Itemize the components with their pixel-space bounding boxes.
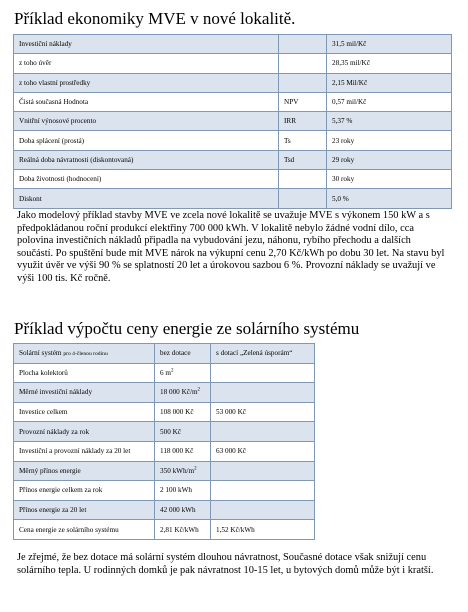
mve-description-paragraph: Jako modelový příklad stavby MVE ve zcela nové lokalitě se uvažuje MVE s výkonem 150 kW a s předpokládanou roční produkcí elektřiny 700 000 kWh. V lokalitě nebylo žádné vodní dílo, cca polovina investičních nákladů připadla na vybudování jezu, náhonu, rybího přechodu a dalších součástí. Po spuštění bude mít MVE nárok na výkupní cenu 2,70 Kč/kWh po dobu 30 let. Na stavu byl využit úvěr ve výši 90 % se splatností 20 let a úrokovou sazbou 6 %. Provozní náklady se uvažují ve výši 100 tis. Kč ročně. [17, 210, 445, 284]
cell-value: 108 000 Kč [160, 408, 194, 417]
table-cell-symbol [279, 54, 327, 73]
cell-value: 500 Kč [160, 427, 181, 436]
table-cell-col1 [155, 481, 211, 501]
table-row [14, 131, 452, 150]
table-cell-label: Doba životnosti (hodnocení) [14, 170, 279, 189]
table-cell-symbol: Ts [279, 131, 327, 150]
table-cell-label: Vnitřní výnosové procento [14, 112, 279, 131]
table-cell-col1 [155, 422, 211, 442]
table-cell-value: 5,37 % [327, 112, 452, 131]
table-header-cell [14, 344, 155, 364]
solar-cost-table [13, 343, 315, 540]
table-cell-col1 [155, 500, 211, 520]
table-cell-value: 30 roky [327, 170, 452, 189]
section-title-solar: Příklad výpočtu ceny energie ze solárního systému [14, 319, 360, 338]
table-cell-value: 2,15 Mil/Kč [327, 73, 452, 92]
table-cell-col2 [211, 422, 315, 442]
table-cell-col2: 53 000 Kč [211, 402, 315, 422]
table-cell-symbol [279, 73, 327, 92]
table-cell-label: Čistá současná Hodnota [14, 92, 279, 111]
table-row [14, 54, 452, 73]
table-cell-value: 28,35 mil/Kč [327, 54, 452, 73]
table-row [14, 92, 452, 111]
table-cell-label: Provozní náklady za rok [14, 422, 155, 442]
cell-superscript: 2 [194, 466, 197, 472]
header-label-small: pro 4-členou rodinu [63, 351, 108, 358]
table-row [14, 112, 452, 131]
table-cell-col1 [155, 441, 211, 461]
table-cell-label: Reálná doba návratnosti (diskontovaná) [14, 150, 279, 169]
table-cell-label: Přínos energie za 20 let [14, 500, 155, 520]
cell-superscript: 2 [170, 368, 174, 374]
cell-value: 6 m [160, 368, 171, 377]
table-cell-col1 [155, 363, 211, 383]
table-cell-col2 [211, 461, 315, 481]
table-cell-value: 0,57 mil/Kč [327, 92, 452, 111]
table-cell-value: 31,5 mil/Kč [327, 35, 452, 54]
table-cell-col2 [211, 481, 315, 501]
table-row [14, 441, 315, 461]
header-label: Solární systém [19, 349, 62, 358]
table-cell-label: Investiční a provozní náklady za 20 let [14, 441, 155, 461]
table-cell-label: Investiční náklady [14, 35, 279, 54]
table-cell-col1 [155, 461, 211, 481]
table-cell-col1 [155, 383, 211, 403]
table-cell-label: Investice celkem [14, 402, 155, 422]
cell-value: 2,81 Kč/kWh [160, 525, 199, 534]
cell-value: 18 000 Kč/m [160, 388, 198, 397]
cell-value: 2 100 kWh [160, 486, 192, 495]
table-cell-label: Cena energie ze solárního systému [14, 520, 155, 540]
table-cell-symbol [279, 189, 327, 208]
table-cell-value: 5,0 % [327, 189, 452, 208]
cell-superscript: 2 [197, 388, 201, 394]
table-cell-value: 29 roky [327, 150, 452, 169]
table-cell-label: Přínos energie celkem za rok [14, 481, 155, 501]
table-row [14, 170, 452, 189]
table-cell-label: Doba splácení (prostá) [14, 131, 279, 150]
table-row [14, 150, 452, 169]
table-cell-label: Plocha kolektorů [14, 363, 155, 383]
table-cell-col2 [211, 383, 315, 403]
table-cell-label: z toho úvěr [14, 54, 279, 73]
table-cell-symbol: Tsd [279, 150, 327, 169]
table-row [14, 500, 315, 520]
cell-value: 118 000 Kč [160, 447, 194, 456]
table-cell-symbol: IRR [279, 112, 327, 131]
table-row [14, 73, 452, 92]
table-cell-symbol [279, 35, 327, 54]
table-row [14, 383, 315, 403]
table-header-row [14, 344, 315, 364]
table-row [14, 520, 315, 540]
table-cell-symbol [279, 170, 327, 189]
table-cell-col1 [155, 520, 211, 540]
table-cell-value: 23 roky [327, 131, 452, 150]
table-cell-label: Měrný přínos energie [14, 461, 155, 481]
cell-value: 350 kWh/m [160, 466, 195, 475]
table-cell-col2: 63 000 Kč [211, 441, 315, 461]
solar-conclusion-paragraph: Je zřejmé, že bez dotace má solární systém dlouhou návratnost, Současné dotace však snižují cenu solárního tepla. U rodinných domků je pak návratnost 10-15 let, u bytových domů může být i kratší. [17, 552, 434, 576]
table-row [14, 481, 315, 501]
cell-value: 42 000 kWh [160, 506, 196, 515]
table-header-cell: bez dotace [155, 344, 211, 364]
table-cell-col2 [211, 500, 315, 520]
table-cell-symbol: NPV [279, 92, 327, 111]
mve-economics-table [13, 34, 452, 209]
table-row [14, 461, 315, 481]
table-row [14, 402, 315, 422]
table-header-cell: s dotací „Zelená úsporám“ [211, 344, 315, 364]
table-cell-col2 [211, 363, 315, 383]
table-cell-label: Diskont [14, 189, 279, 208]
table-row [14, 35, 452, 54]
table-cell-col2: 1,52 Kč/kWh [211, 520, 315, 540]
table-cell-label: z toho vlastní prostředky [14, 73, 279, 92]
table-row [14, 363, 315, 383]
table-row [14, 189, 452, 208]
section-title-mve: Příklad ekonomiky MVE v nové lokalitě. [14, 9, 296, 28]
table-row [14, 422, 315, 442]
table-cell-col1 [155, 402, 211, 422]
table-cell-label: Měrné investiční náklady [14, 383, 155, 403]
